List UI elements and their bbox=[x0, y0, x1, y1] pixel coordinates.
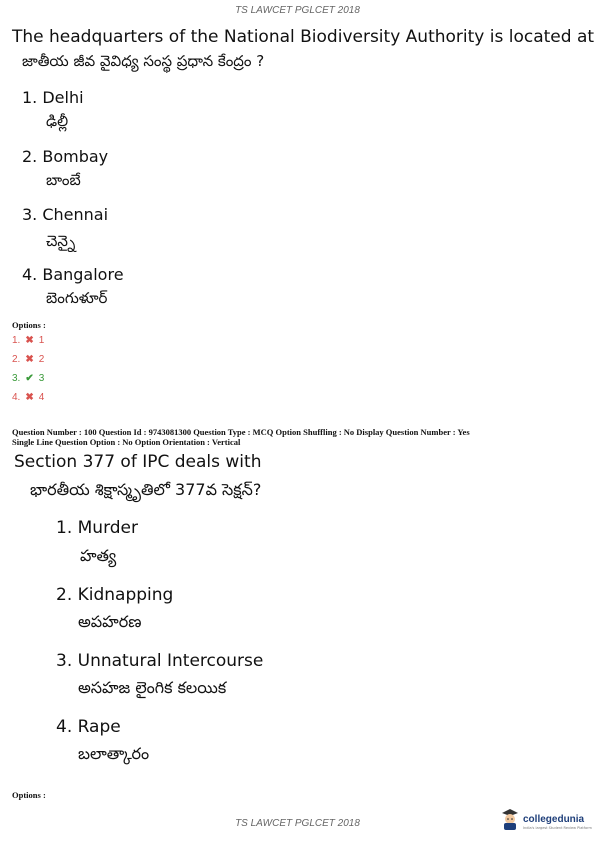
question-meta-line-2: Single Line Question Option : No Option Orientation : Vertical bbox=[12, 437, 241, 447]
answer-row-2 bbox=[12, 354, 44, 365]
page-footer: TS LAWCET PGLCET 2018 bbox=[235, 818, 360, 829]
q1-option-1-en: 1. Delhi bbox=[22, 88, 84, 107]
q1-option-1-te: ఢిల్లీ bbox=[46, 112, 69, 130]
q2-option-4-en: 4. Rape bbox=[56, 717, 121, 737]
cross-icon: ✖ bbox=[25, 354, 34, 365]
answer-num: 3. bbox=[12, 373, 21, 384]
question-meta-line-1: Question Number : 100 Question Id : 9743081300 Question Type : MCQ Option Shuffling : No Display Question Number : Yes bbox=[12, 427, 470, 437]
cross-icon: ✖ bbox=[25, 392, 34, 403]
answer-num: 1. bbox=[12, 335, 21, 346]
q2-option-2-te: అపహరణ bbox=[78, 612, 142, 631]
q1-option-4-te: బెంగుళూర్ bbox=[46, 289, 108, 307]
logo-tagline: India's largest Student Review Platform bbox=[523, 825, 592, 830]
q1-option-2-te: బాంబే bbox=[46, 171, 81, 189]
graduate-mascot-icon bbox=[500, 806, 520, 830]
logo-wordmark: collegedunia bbox=[523, 813, 585, 825]
check-icon: ✔ bbox=[25, 373, 34, 384]
answer-value: 2 bbox=[38, 354, 45, 365]
answer-row-4 bbox=[12, 392, 44, 403]
q1-option-2-en: 2. Bombay bbox=[22, 147, 109, 166]
q1-text-english: The headquarters of the National Biodiversity Authority is located at bbox=[12, 27, 595, 47]
q2-options-label: Options : bbox=[12, 790, 46, 800]
q1-option-3-en: 3. Chennai bbox=[22, 205, 109, 224]
answer-num: 2. bbox=[12, 354, 21, 365]
answer-value: 1 bbox=[38, 335, 45, 346]
cross-icon: ✖ bbox=[25, 335, 34, 346]
q2-option-1-te: హత్య bbox=[80, 546, 117, 565]
q2-option-2-en: 2. Kidnapping bbox=[56, 585, 174, 605]
q1-text-telugu: జాతీయ జీవ వైవిధ్య సంస్థ ప్రధాన కేంద్రం ? bbox=[22, 52, 265, 70]
answer-row-1 bbox=[12, 335, 44, 346]
q1-option-3-te: చెన్నై bbox=[46, 232, 76, 250]
q2-option-4-te: బలాత్కారం bbox=[78, 744, 150, 763]
q2-option-3-te: అసహజ లైంగిక కలయిక bbox=[78, 678, 227, 697]
answer-num: 4. bbox=[12, 392, 21, 403]
page-header: TS LAWCET PGLCET 2018 bbox=[235, 5, 360, 16]
q1-option-4-en: 4. Bangalore bbox=[22, 265, 124, 284]
q2-option-1-en: 1. Murder bbox=[56, 518, 138, 538]
collegedunia-logo bbox=[500, 804, 592, 832]
answer-row-3 bbox=[12, 373, 44, 384]
q1-options-label: Options : bbox=[12, 320, 46, 330]
answer-value: 3 bbox=[38, 373, 45, 384]
q2-option-3-en: 3. Unnatural Intercourse bbox=[56, 651, 264, 671]
answer-value: 4 bbox=[38, 392, 45, 403]
q2-text-english: Section 377 of IPC deals with bbox=[14, 452, 262, 472]
q2-text-telugu: భారతీయ శిక్షాస్మృతిలో 377వ సెక్షన్? bbox=[30, 480, 262, 499]
